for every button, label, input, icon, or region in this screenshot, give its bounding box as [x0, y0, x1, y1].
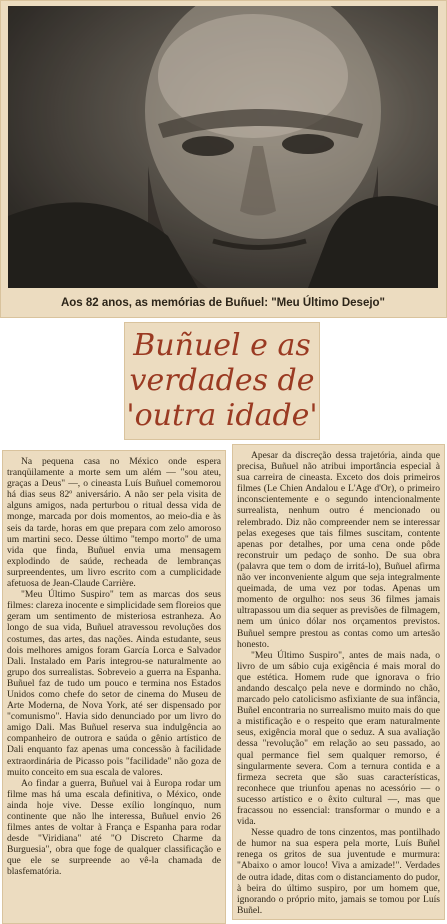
column-right-text	[237, 450, 440, 916]
photo-caption: Aos 82 anos, as memórias de Buñuel: "Meu Último Desejo"	[60, 297, 386, 309]
article-column-right	[232, 444, 445, 920]
paragraph: Apesar da discreção dessa trajetória, ainda que precisa, Buñuel não atribui importância especial à sua carreira de cineasta. Exceto dos dois primeiros filmes (Le Chien Andalou e L'Age d'Or), o primeiro inconscientemente e o segundo intencionalmente surrealista, nenhum outro é mencionado ou relembrado. Diz não compreender nem se interessar pelas exegeses que tais filmes suscitam, contente apenas por detalhes, por uma cena onde pôde reconstruir um pedaço de sonho. De sua obra (palavra que tem o dom de irritá-lo), Buñuel afirma não ver inconveniente algum que seja integralmente queimada, de uma vez por todas. Apenas um momento de orgulho: nos seus 36 filmes jamais ultrapassou um dia sequer as previsões de filmagem, nem um único dólar nos orçamentos previstos. Buñuel sempre prestou as contas como um artesão honesto.	[237, 450, 440, 650]
article-column-left	[2, 450, 226, 924]
paragraph: "Meu Último Suspiro", antes de mais nada, o livro de um sábio cuja exigência é mais moral do que estética. Homem rude que ignorava o frio andando descalço pela neve e dormindo no chão, marcado pelo catolicismo asfixiante de sua infância, Buñel encontraria no surrealismo muito mais do que a mistificação e o respeito que eram naturalmente seus, exigência moral que o seduz. A sua avaliação dessa "revolução" em relação ao seu passado, ao qual permance fiel sem qualquer remorso, é singularmente severa. Com a ternura contida e a firmeza secreta que são suas características, reconhece que triunfou apenas no acessório — o sucesso artístico e o êxito cultural —, mas que fracassou no essencial: transformar o mundo e a vida.	[237, 649, 440, 828]
paragraph: "Meu Último Suspiro" tem as marcas dos seus filmes: clareza inocente e simplicidade sem floreios que geram um sentimento de misteriosa estranheza. Ao longo de sua vida, Buñuel atravessou revoluções dos costumes, das artes, das nações. Ainda estudante, seus dois melhores amigos foram García Lorca e Salvador Dali. Instalado em Paris integrou-se naturalmente ao grupo dos surrealistas. Sobreveio a guerra na Espanha. Buñuel faz de tudo um pouco e termina nos Estados Unidos como chefe do setor de cinema do Museu de Arte Moderna, de Nova York, até ser dispensado por "comunismo". Havia sido denunciado por um livro do amigo Dali. Mas Buñuel reserva sua indulgência ao companheiro de outrora e saúda o gênio artístico de Dali enquanto faz apenas uma concessão à facilidade extraordinária de Picasso pois "facilidade" não goza de muito conceito em sua escala de valores.	[7, 589, 221, 778]
paragraph: Na pequena casa no México onde espera tranqüilamente a morte sem um além — "sou ateu, graças a Deus" —, o cineasta Luís Buñuel comemorou há dias seus 82º aniversário. A não ser pela visita de alguns amigos, nada perturbou o ritual dessa vida de monge, marcada por dois momentos, ao meio-dia e às seis da tarde, horas em que prepara com zelo amoroso um martini seco. Desse último "tempo morto" de uma vida que finda, Buñuel envia uma mensagem explodindo de saúde, recheada de lembranças surpreendentes, um livro escrito com a cumplicidade afetuosa de Jean-Claude Carrière.	[7, 456, 221, 590]
column-left-text	[7, 456, 221, 878]
paragraph: Ao findar a guerra, Buñuel vai à Europa rodar um filme mas há uma escala definitiva, o México, onde ainda hoje vive. Desse exílio longínquo, num continente que não lhe interessa, Buñuel envio 26 filmes antes de voltar à França e Espanha para rodar desde "Viridiana" até "O Discreto Charme da Burguesia", obra que foge de qualquer classificação e que ele se surpreende ao vê-la chamada de blasfematória.	[7, 777, 221, 878]
headline-line-1: Buñuel e as	[133, 328, 311, 363]
article-headline	[124, 328, 320, 433]
headline-line-3: 'outra idade'	[126, 398, 318, 433]
headline-clipping	[124, 322, 320, 440]
headline-line-2: verdades de	[129, 363, 315, 398]
paragraph: Nesse quadro de tons cinzentos, mas pontilhado de humor na sua espera pela morte, Luís Buñel renega os gritos de sua juventude e murmura: "Abaixo o amor louco! Viva a amizade!". Verdades de outra idade, ditas com o distanciamento do pudor, à beira do último suspiro, por um homem que, ignorando o próprio mito, jamais se tomou por Luís Buñel.	[237, 827, 440, 916]
portrait-photo	[8, 6, 438, 288]
photo-clipping	[0, 0, 447, 318]
portrait-illustration	[8, 6, 438, 288]
